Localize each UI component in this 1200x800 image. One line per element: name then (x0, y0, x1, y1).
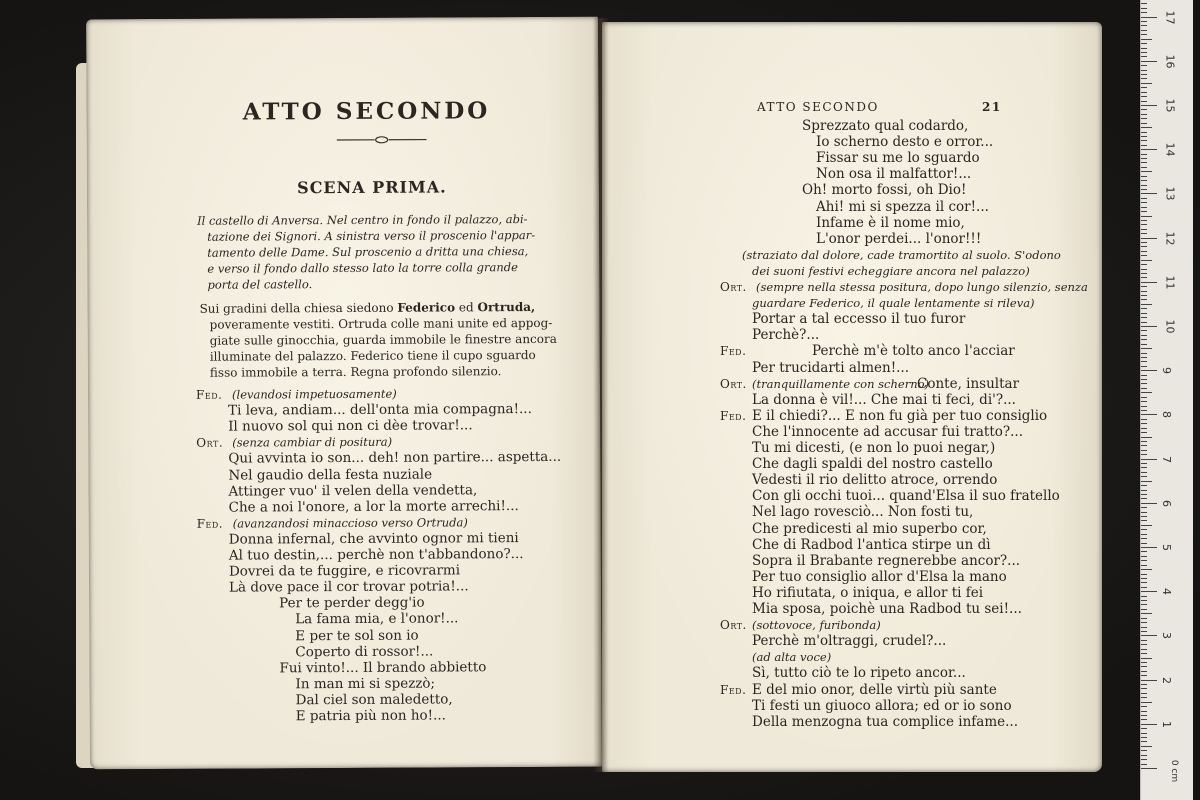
ruler-tick (1141, 459, 1157, 460)
verse-line: Attinger vuo' il velen della vendetta, (228, 481, 478, 500)
ruler-tick (1141, 432, 1147, 433)
ruler-tick (1141, 414, 1157, 415)
ruler-tick (1141, 463, 1147, 464)
ruler-tick (1141, 8, 1147, 9)
ruler-tick (1141, 671, 1147, 672)
ruler-tick (1141, 70, 1147, 71)
verse-line: Tu mi dicesti, (e non lo puoi negar,) (752, 440, 996, 456)
stage-direction: (levandosi impetuosamente) (231, 386, 397, 402)
verse-line: Qui avvinta io son... deh! non partire... aspetta... (228, 449, 562, 467)
ruler-tick (1141, 516, 1147, 517)
ruler-tick (1141, 741, 1147, 742)
verse-line: Oh! morto fossi, oh Dio! (802, 182, 967, 199)
ruler-tick (1141, 728, 1147, 729)
character-name-ortruda: Ortruda, (477, 299, 536, 315)
stage-direction: (ad alta voce) (752, 650, 832, 665)
right-page (602, 22, 1102, 772)
speaker-label: Fed. (196, 516, 224, 531)
ruler-tick (1141, 529, 1147, 530)
verse-line: Sì, tutto ciò te lo ripeto ancor... (752, 665, 966, 682)
ruler-tick (1141, 158, 1147, 159)
act-title: ATTO SECONDO (242, 97, 491, 126)
ruler-tick (1141, 565, 1147, 566)
ruler-tick (1141, 768, 1157, 769)
description-text: Sui gradini della chiesa siedono (199, 300, 398, 316)
ruler-tick (1141, 61, 1157, 62)
ruler-tick (1141, 242, 1147, 243)
ruler-tick (1141, 149, 1157, 150)
ruler-tick (1141, 534, 1147, 535)
ruler-tick (1141, 109, 1147, 110)
ruler-tick (1141, 25, 1147, 26)
ruler-tick (1141, 702, 1152, 703)
ruler-tick (1141, 357, 1147, 358)
ruler-tick (1141, 326, 1157, 327)
verse-line: Ti leva, andiam... dell'onta mia compagna!... (228, 401, 532, 419)
verse-line: Coperto di rossor!... (295, 643, 434, 660)
ruler-tick (1141, 711, 1147, 712)
ruler-tick (1141, 348, 1152, 349)
ruler-tick (1141, 162, 1147, 163)
ruler-tick (1141, 317, 1147, 318)
ruler-tick (1141, 410, 1147, 411)
ruler-tick (1141, 370, 1157, 371)
ruler-tick (1141, 379, 1147, 380)
ruler-tick (1141, 330, 1147, 331)
verse-line: Conte, insultar (917, 375, 1020, 392)
ruler-tick (1141, 759, 1147, 760)
ruler-tick (1141, 397, 1147, 398)
ruler-tick (1141, 180, 1147, 181)
verse-line: In man mi si spezzò; (295, 675, 436, 693)
verse-line: Fissar su me lo sguardo (816, 150, 980, 167)
speaker-label: Fed. (720, 344, 747, 359)
ruler-tick (1141, 401, 1147, 402)
ruler-tick (1141, 613, 1152, 614)
speaker-label: Ort. (720, 280, 747, 294)
ruler-tick (1141, 246, 1147, 247)
verse-line: Che di Radbod l'antica stirpe un dì (752, 536, 991, 553)
ruler-tick (1141, 34, 1147, 35)
stage-direction-line: porta del castello. (207, 277, 313, 292)
ruler-tick (1141, 750, 1147, 751)
ruler-tick (1141, 211, 1147, 212)
ruler-tick (1141, 238, 1157, 239)
ruler-tick (1141, 684, 1147, 685)
verse-line: L'onor perdei... l'onor!!! (816, 230, 982, 247)
running-head: ATTO SECONDO (757, 100, 879, 114)
verse-line: Nel gaudio della festa nuziale (228, 466, 433, 484)
ruler-number: 8 (1160, 411, 1173, 419)
ruler-tick (1141, 644, 1147, 645)
ruler-tick (1141, 627, 1147, 628)
ruler-tick (1141, 48, 1147, 49)
ruler-tick (1141, 308, 1147, 309)
ruler-tick (1141, 450, 1147, 451)
ruler-tick (1141, 375, 1147, 376)
ruler-tick (1141, 649, 1147, 650)
ruler-tick (1141, 216, 1152, 217)
speaker-label: Ort. (196, 435, 224, 451)
ruler-tick (1141, 609, 1147, 610)
ruler-tick (1141, 543, 1147, 544)
ruler-tick (1141, 291, 1147, 292)
ruler-tick (1141, 733, 1147, 734)
ruler-tick (1141, 43, 1147, 44)
ruler-tick (1141, 600, 1147, 601)
ruler-tick (1141, 569, 1152, 570)
stage-direction: (sottovoce, furibonda) (752, 618, 881, 633)
ruler-tick (1141, 693, 1147, 694)
verse-line: Il nuovo sol qui non ci dèe trovar!... (228, 417, 473, 435)
ruler-tick (1141, 189, 1147, 190)
ruler-tick (1141, 39, 1152, 40)
stage-direction: dei suoni festivi echeggiare ancora nel palazzo) (752, 263, 1030, 278)
ruler-tick (1141, 171, 1152, 172)
open-booklet (88, 18, 1103, 778)
ruler-tick (1141, 467, 1147, 468)
ruler-number: 14 (1163, 142, 1177, 157)
ruler-tick (1141, 737, 1147, 738)
ruler-tick (1141, 512, 1147, 513)
ruler-tick (1141, 282, 1157, 283)
ruler-number: 3 (1160, 632, 1173, 640)
ruler-tick (1141, 123, 1147, 124)
verse-line: Dal ciel son maledetto, (295, 691, 453, 709)
ruler-tick (1141, 193, 1157, 194)
ruler-tick (1141, 666, 1147, 667)
stage-direction: (avanzandosi minaccioso verso Ortruda) (232, 515, 468, 531)
verse-line: Là dove pace il cor trovar potria!... (228, 578, 469, 596)
verse-line: Non osa il malfattor!... (816, 166, 972, 183)
ruler-tick (1141, 525, 1152, 526)
ornament-rule (337, 135, 427, 145)
stage-direction-line: Il castello di Anversa. Nel centro in fondo il palazzo, abi- (197, 212, 528, 228)
ruler-tick (1141, 78, 1147, 79)
character-name-federico: Federico (397, 300, 456, 315)
ruler-tick (1141, 591, 1157, 592)
ruler-tick (1141, 622, 1147, 623)
verse-line: Perchè m'è tolto anco l'acciar (812, 343, 1015, 360)
ruler-tick (1141, 335, 1147, 336)
ruler-tick (1141, 295, 1147, 296)
ruler-number: 13 (1163, 186, 1177, 201)
ruler-tick (1141, 419, 1147, 420)
description-line (200, 299, 536, 317)
speaker-label: Fed. (720, 682, 747, 697)
verse-line: Portar a tal eccesso il tuo furor (752, 311, 966, 328)
ruler-tick (1141, 207, 1147, 208)
ruler-tick (1141, 56, 1147, 57)
ruler-tick (1141, 503, 1157, 504)
ruler-tick (1141, 445, 1147, 446)
ruler-tick (1141, 560, 1147, 561)
ruler-tick (1141, 454, 1147, 455)
stage-direction-line: tazione dei Signori. A sinistra verso il proscenio l'appar- (207, 227, 536, 244)
speaker-label: Ort. (720, 376, 747, 391)
verse-line: Dovrei da te fuggire, e ricovrarmi (228, 562, 461, 580)
ruler-tick (1141, 383, 1147, 384)
left-page (86, 17, 602, 770)
ruler-tick (1141, 12, 1147, 13)
ruler-number: 10 (1163, 319, 1177, 334)
ruler-tick (1141, 313, 1147, 314)
ruler-tick (1141, 87, 1147, 88)
ruler-tick (1141, 145, 1147, 146)
stage-direction: (straziato dal dolore, cade tramortito al suolo. S'odono (742, 247, 1061, 262)
ruler-tick (1141, 498, 1147, 499)
verse-line: Con gli occhi tuoi... quand'Elsa il suo fratello (752, 488, 1060, 505)
ruler-tick (1141, 485, 1147, 486)
ruler-tick (1141, 472, 1147, 473)
ruler-tick (1141, 229, 1147, 230)
ruler-tick (1141, 631, 1147, 632)
ruler-number: 12 (1163, 231, 1177, 246)
ruler-tick (1141, 255, 1147, 256)
ruler-tick (1141, 406, 1147, 407)
ruler-tick (1141, 344, 1147, 345)
ruler-tick (1141, 635, 1157, 636)
scene-title: SCENA PRIMA. (297, 177, 447, 198)
ruler-number: 1 (1160, 720, 1173, 728)
ruler-tick (1141, 260, 1152, 261)
ruler-tick (1141, 388, 1147, 389)
ruler-tick (1141, 476, 1147, 477)
ruler-tick (1141, 494, 1147, 495)
ruler-tick (1141, 92, 1147, 93)
ruler-tick (1141, 437, 1152, 438)
verse-line: Che predicesti al mio superbo cor, (752, 520, 987, 537)
ruler-tick (1141, 114, 1147, 115)
stage-direction: guardare Federico, il quale lentamente si rileva) (752, 296, 1035, 311)
ruler-tick (1141, 724, 1157, 725)
ruler-tick (1141, 3, 1147, 4)
description-line: poveramente vestiti. Ortruda colle mani unite ed appog- (209, 315, 553, 332)
ruler-tick (1141, 273, 1147, 274)
ruler-tick (1141, 361, 1147, 362)
verse-line: Donna infernal, che avvinto ognor mi tieni (228, 529, 519, 548)
page-number: 21 (982, 100, 1002, 114)
verse-line: Nel lago rovesciò... Non fosti tu, (752, 504, 974, 521)
verse-line: Fui vinto!... Il brando abbietto (279, 658, 487, 677)
ruler-tick (1141, 220, 1147, 221)
ruler-tick (1141, 392, 1152, 393)
ruler-tick (1141, 136, 1147, 137)
ruler-tick (1141, 653, 1147, 654)
ruler-tick (1141, 746, 1152, 747)
ruler-tick (1141, 132, 1147, 133)
ruler-tick (1141, 339, 1147, 340)
ruler-tick (1141, 658, 1152, 659)
ruler-tick (1141, 662, 1147, 663)
ruler-tick (1141, 167, 1147, 168)
verse-line: La donna è vil!... Che mai ti feci, di'?... (752, 391, 1016, 408)
ruler-tick (1141, 52, 1147, 53)
ruler-tick (1141, 17, 1157, 18)
stage-direction-line: e verso il fondo dallo stesso lato la torre colla grande (207, 260, 518, 276)
ruler-tick (1141, 251, 1147, 252)
ruler-tick (1141, 198, 1147, 199)
ruler-tick (1141, 578, 1147, 579)
ruler-tick (1141, 587, 1147, 588)
stage-direction-line: tamento delle Dame. Sul proscenio a dritta una chiesa, (207, 244, 529, 260)
ruler-number: 2 (1160, 676, 1173, 684)
speaker-label: Fed. (720, 408, 747, 423)
verse-line: Infame è il nome mio, (816, 214, 965, 231)
ruler-tick (1141, 640, 1147, 641)
verse-line: E patria più non ho!... (295, 707, 446, 725)
verse-line: La fama mia, e l'onor!... (295, 610, 459, 628)
verse-line: Mia sposa, poichè una Radbod tu sei!... (752, 601, 1022, 617)
ruler-tick (1141, 74, 1147, 75)
verse-line: Perchè?... (752, 327, 820, 344)
verse-line: Io scherno desto e orror... (816, 134, 994, 151)
stage-direction: (senza cambiar di positura) (232, 435, 393, 450)
speaker-label: Ort. (720, 618, 747, 633)
ruler-tick (1141, 507, 1147, 508)
ruler-tick (1141, 322, 1147, 323)
verse-line: Perchè m'oltraggi, crudel?... (752, 633, 947, 650)
verse-line: Che l'innocente ad accusar fui tratto?... (752, 423, 1024, 440)
ruler-tick (1141, 277, 1147, 278)
ruler-number: 15 (1163, 98, 1177, 113)
ruler-tick (1141, 101, 1147, 102)
verse-line: Sprezzato qual codardo, (802, 118, 969, 134)
ruler-unit-label: 0 cm (1169, 759, 1180, 783)
stage-direction: (tranquillamente con scherno) (752, 376, 930, 391)
ruler-tick (1141, 582, 1147, 583)
ruler-tick (1141, 688, 1147, 689)
ruler-tick (1141, 185, 1147, 186)
ruler-number: 5 (1160, 544, 1173, 551)
description-text: ed (455, 300, 478, 315)
verse-line: Ahi! mi si spezza il cor!... (816, 198, 989, 215)
ruler-tick (1141, 618, 1147, 619)
ruler-tick (1141, 755, 1147, 756)
verse-line: Per tuo consiglio allor d'Elsa la mano (752, 568, 1007, 585)
ruler-tick (1141, 697, 1147, 698)
ruler-tick (1141, 366, 1147, 367)
ruler-tick (1141, 706, 1147, 707)
ruler-tick (1141, 423, 1147, 424)
ruler-tick (1141, 520, 1147, 521)
ruler-number: 16 (1163, 54, 1177, 69)
ruler-tick (1141, 538, 1147, 539)
ruler-tick (1141, 299, 1147, 300)
ruler-tick (1141, 680, 1157, 681)
ruler-tick (1141, 96, 1147, 97)
verse-line: Per trucidarti almen!... (752, 359, 909, 376)
description-line: giate sulle ginocchia, guarda immobile le finestre ancora (209, 331, 557, 348)
ruler-tick (1141, 264, 1147, 265)
ruler-number: 9 (1160, 367, 1173, 375)
verse-line: Che dagli spaldi del nostro castello (752, 456, 993, 473)
ruler-tick (1141, 83, 1152, 84)
ruler-tick (1141, 21, 1147, 22)
ruler-tick (1141, 304, 1152, 305)
verse-line: Ti festi un giuoco allora; ed or io sono (752, 697, 1012, 714)
ruler-tick (1141, 428, 1147, 429)
verse-line: Al tuo destin,... perchè non t'abbandono?... (228, 546, 524, 564)
ruler-tick (1141, 140, 1147, 141)
ruler-tick (1141, 719, 1147, 720)
verse-line: Sopra il Brabante regnerebbe ancor?... (752, 552, 1021, 569)
ruler-tick (1141, 127, 1152, 128)
ruler-tick (1141, 233, 1147, 234)
verse-line: E il chiedi?... E non fu già per tuo consiglio (752, 407, 1048, 424)
verse-line: Della menzogna tua complice infame... (752, 713, 1018, 730)
ruler-tick (1141, 118, 1147, 119)
ruler-number: 4 (1160, 588, 1173, 596)
ruler-tick (1141, 269, 1147, 270)
ruler-tick (1141, 604, 1147, 605)
ruler-tick (1141, 547, 1157, 548)
ruler-number: 6 (1160, 499, 1173, 507)
ruler-tick (1141, 154, 1147, 155)
ruler-tick (1141, 224, 1147, 225)
ruler-number: 11 (1163, 275, 1177, 290)
ruler-tick (1141, 764, 1147, 765)
ruler-tick (1141, 596, 1147, 597)
verse-line: Ho rifiutata, o iniqua, e allor ti fei (752, 584, 984, 601)
measurement-ruler (1140, 0, 1193, 800)
ruler-tick (1141, 715, 1147, 716)
verse-line: E per te sol son io (295, 627, 419, 644)
verse-line: Vedesti il rio delitto atroce, orrendo (752, 472, 998, 489)
ruler-tick (1141, 490, 1147, 491)
speaker-label: Fed. (195, 387, 223, 402)
verse-line: Per te perder degg'io (279, 594, 425, 612)
ruler-number: 7 (1160, 455, 1173, 463)
ruler-tick (1141, 675, 1147, 676)
verse-line: E del mio onor, delle virtù più sante (752, 681, 997, 698)
ruler-tick (1141, 176, 1147, 177)
ruler-tick (1141, 574, 1147, 575)
stage-direction: (sempre nella stessa positura, dopo lungo silenzio, senza (756, 280, 1088, 294)
description-line: fisso immobile a terra. Regna profondo silenzio. (209, 364, 502, 380)
ruler-tick (1141, 105, 1157, 106)
ruler-tick (1141, 556, 1147, 557)
ruler-tick (1141, 202, 1147, 203)
ruler-tick (1141, 30, 1147, 31)
verse-line: Che a noi l'onore, a lor la morte arrechi!... (228, 497, 519, 516)
ruler-tick (1141, 286, 1147, 287)
description-line: illuminate del palazzo. Federico tiene il cupo sguardo (209, 347, 536, 364)
ruler-tick (1141, 441, 1147, 442)
ruler-tick (1141, 551, 1147, 552)
ruler-number: 17 (1163, 10, 1177, 25)
ruler-tick (1141, 481, 1152, 482)
ruler-tick (1141, 353, 1147, 354)
book-gutter (593, 18, 609, 772)
ruler-tick (1141, 65, 1147, 66)
